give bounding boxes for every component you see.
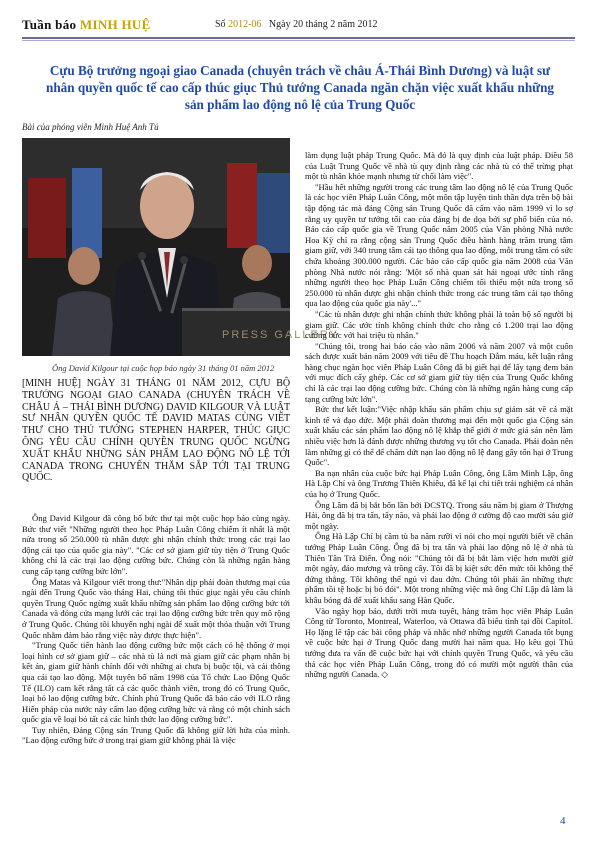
article-title: Cựu Bộ trưởng ngoại giao Canada (chuyên trách về châu Á-Thái Bình Dương) và luật sư nhân quyền quốc tế cao cấp thúc giục Thủ tướng Canada ngăn chặn việc xuất khẩu những sản phẩm lao động nô lệ của Trung Quốc [45,63,555,112]
paragraph: Ông David Kilgour đã công bố bức thư tại một cuộc họp báo cùng ngày. Bức thư viết "Những người theo học Pháp Luân Công chiếm ít nhất là một nửa trong số 250.000 tù nhân được ghi nhận chính thức trong các trại lao động cải tạo của quốc gia này". "Các cơ sở giam giữ tùy tiện ở Trung Quốc không chỉ là các trại lao động cưỡng bức. Chúng còn là những ngân hàng cung cấp tạng cưỡng bức lớn". [22,513,290,576]
article-column-right [305,150,573,680]
paragraph: Ông Matas và Kilgour viết trong thư:"Nhân dịp phái đoàn thương mại của ngài đến Trung Quốc vào tháng Hai, chúng tôi thúc giục ngài yêu cầu chính quyền Trung Quốc ngừng xuất khẩu những sản phẩm lao động cưỡng bức tới Canada và đóng cửa mạng lưới các trại lao động cưỡng bức trên quy mô rộng ở Trung Quốc. Chúng tôi khuyến nghị ngài để xuất một thỏa thuận với Trung Quốc nhằm đảm bảo rằng việc này được thực hiện". [22,576,290,640]
header-rule-thin [22,40,575,41]
issue-date: Ngày 20 tháng 2 năm 2012 [268,19,378,30]
byline: Bài của phóng viên Minh Huệ Anh Tú [22,122,159,132]
issue-info [215,19,378,30]
paragraph: Vào ngày họp báo, dưới trời mưa tuyết, hàng trăm học viên Pháp Luân Công từ Toronto, Montreal, Waterloo, và Ottawa đã biểu tình tại đồi Capitol. Họ lặng lẽ tập các bài công pháp và nhắc nhở những người Canada tốt bụng về cuộc bức hại ở Trung Quốc đang mười hai năm qua. Họ kêu gọi Thủ tướng đưa ra vấn đề cuộc bức hại với chính quyền Trung Quốc, và yêu cầu thả các học viên Pháp Luân Công, trong đó có mười một người thân của những người Canada. ◇ [305,605,573,680]
paragraph: Ông Hà Lập Chí bị cầm tù ba năm rưỡi vì nói cho mọi người biết về chân tướng Pháp Luân Công. Ông đã bị tra tấn và phải lao động nô lệ ở nhà tù Thiên Tân Trà Điến. Ông nói: "Chúng tôi đã bị bắt làm việc hơn mười giờ một ngày, đảo mương và trồng cây. Tôi đã bị kiệt sức đến mức tôi không thể đứng thẳng. Tôi không thể ngủ vì đau đớn. Chúng tôi phải ăn những thực phẩm tồi tệ hoặc bị bỏ đói". Một trong những việc mà ông Chí Lập đã làm là khâu bóng đá để xuất khẩu sang Hàn Quốc. [305,531,573,605]
paragraph: "Trung Quốc tiến hành lao động cưỡng bức một cách có hệ thống ở mọi loại hình cơ sở giam giữ – các nhà tù là nơi mà giam giữ các phạm nhân bị kết án, giam giữ hành chính đối với những ai chưa bị buộc tội, và cải thông qua cải tạo lao động. Một tuyên bố năm 1998 của Tổ chức Lao Động Quốc Tế (ILO) cam kết rằng tất cả các quốc thành viên, trong đó có Trung Quốc, loại bỏ lao động cưỡng bức. Chính phủ Trung Quốc đã báo cáo với ILO rằng Hiến pháp của nước này cấm lao động cưỡng bức và rằng có một chính sách quốc gia về loại bỏ tất cả các hình thức lao động cưỡng bức". [22,640,290,725]
press-gallery-sign: PRESS GALLERY [222,329,339,341]
paragraph: "Chúng tôi, trong hai báo cáo vào năm 2006 và năm 2007 và một cuốn sách được xuất bản năm 2009 với tiêu đề Thu hoạch Đẫm máu, kết luận rằng hàng chục ngàn học viên Pháp Luân Công đã bị giết hại để lấy tạng đem bán với mục đích cấy ghép. Các cơ sở giam giữ tùy tiện của Trung Quốc không chỉ là các trại lao động cưỡng bức. Chúng còn là những ngân hàng cung cấp tạng cưỡng bức lớn". [305,340,573,404]
paragraph: làm dụng luật pháp Trung Quốc. Mà đó là quy định của luật pháp. Điều 58 của Luật Trung Quốc về nhà tù quy định rằng các nhà tù có thể trừng phạt một tù nhân khỏe mạnh nhưng từ chối làm việc". [305,150,573,182]
photo-caption: Ông David Kilgour tại cuộc họp báo ngày 31 tháng 01 năm 2012 [52,363,275,373]
paragraph: "Các tù nhân được ghi nhận chính thức không phải là toàn bộ số người bị giam giữ. Các ước tính không chính thức cho rằng có 1.200 trại lao động cưỡng bức với hai triệu tù nhân." [305,308,573,341]
paragraph: "Hầu hết những người trong các trung tâm lao động nô lệ của Trung Quốc là các học viên Pháp Luân Công, một môn tập luyện tinh thần dựa trên bộ bài tập động tác mà đảng Cộng sản Trung Quốc đã cấm vào năm 1999 vì lo sợ rằng uy quyền tư tưởng tối cao của đảng bị đe dọa bởi sự phổ biến của nó. Báo cáo cấp quốc gia về Trung Quốc năm 2005 của Văn phòng Nhà nước Hoa Kỳ chỉ ra rằng cộng sản Trung Quốc điều hành hàng trăm trung tâm giam giữ, với 340 trung tâm cải tạo thông qua lao động, mỗi trung tâm có sức chứa khoảng 300.000 người. Các báo cáo cấp quốc gia năm 2008 của Văn phòng Nhà nước nói rằng: 'Một số nhà quan sát hải ngoại ước tính rằng những người theo học Pháp Luân Công chiếm tối thiểu một nửa trong số 250.000 tù nhân được ghi nhận chính thức trong các trung tâm cải tạo thông qua lao động của quốc gia này'..." [305,181,573,309]
paragraph: Ba nạn nhân của cuộc bức hại Pháp Luân Công, ông Lâm Minh Lập, ông Hà Lập Chí và ông Trương Thiên Khiêu, đã kể lại chi tiết trải nghiệm cá nhân của họ ở Trung Quốc. [305,467,573,499]
article-column-left [22,513,290,746]
publication-name [22,17,151,33]
article-photo [22,138,339,356]
brand-name: MINH HUỆ [79,17,151,32]
issue-number: 2012-06 [228,19,262,30]
paragraph: Ông Lâm đã bị bắt bốn lần bởi ĐCSTQ. Trong sáu năm bị giam ở Thượng Hải, ông đã bị tra tấn, tẩy não, và phải lao động ở cường độ cao mười sáu giờ một ngày. [305,499,573,531]
paragraph: Tuy nhiên, Đảng Cộng sản Trung Quốc đã không giữ lời hứa của mình. "Lao động cưỡng bức ở trong trại giam giữ không phải là việc [22,724,290,746]
paragraph: Bức thư kết luận:"Việc nhập khẩu sản phẩm chịu sự giám sát về cả mặt kinh tế và đạo đức. Một phái đoàn thương mại đến một quốc gia Cộng sản xuất khẩu các sản phẩm lao động nô lệ khắp thế giới ở mức giá sản nên làm nhiều việc hơn là đánh được những thương vụ tốt cho Canada. Phái đoàn nên làm những gì có thể để chấm dứt nạn lao động nô lệ đang gây tổn hại ở Trung Quốc". [305,404,573,468]
photo-illustration [22,138,339,356]
header-rule [22,37,575,39]
issue-prefix: Số [215,19,226,30]
page-number: 4 [560,815,566,827]
lead-paragraph: [MINH HUỆ] NGÀY 31 THÁNG 01 NĂM 2012, CỰU BỘ TRƯỞNG NGOẠI GIAO CANADA (CHUYÊN TRÁCH VỀ CHÂU Á – THÁI BÌNH DƯƠNG) DAVID KILGOUR VÀ LUẬT SƯ NHÂN QUYỀN QUỐC TẾ DAVID MATAS CÙNG VIẾT THƯ CHO THỦ TƯỚNG STEPHEN HARPER, THÚC GIỤC ÔNG YÊU CẦU CHÍNH QUYỀN TRUNG QUỐC NGỪNG XUẤT KHẨU NHỮNG SẢN PHẨM LAO ĐỘNG NÔ LỆ TỚI CANADA TRONG CHUYẾN THĂM SẮP TỚI TẠI TRUNG QUỐC. [22,378,290,484]
article-lead [22,378,290,484]
brand-prefix: Tuần báo [22,17,77,32]
